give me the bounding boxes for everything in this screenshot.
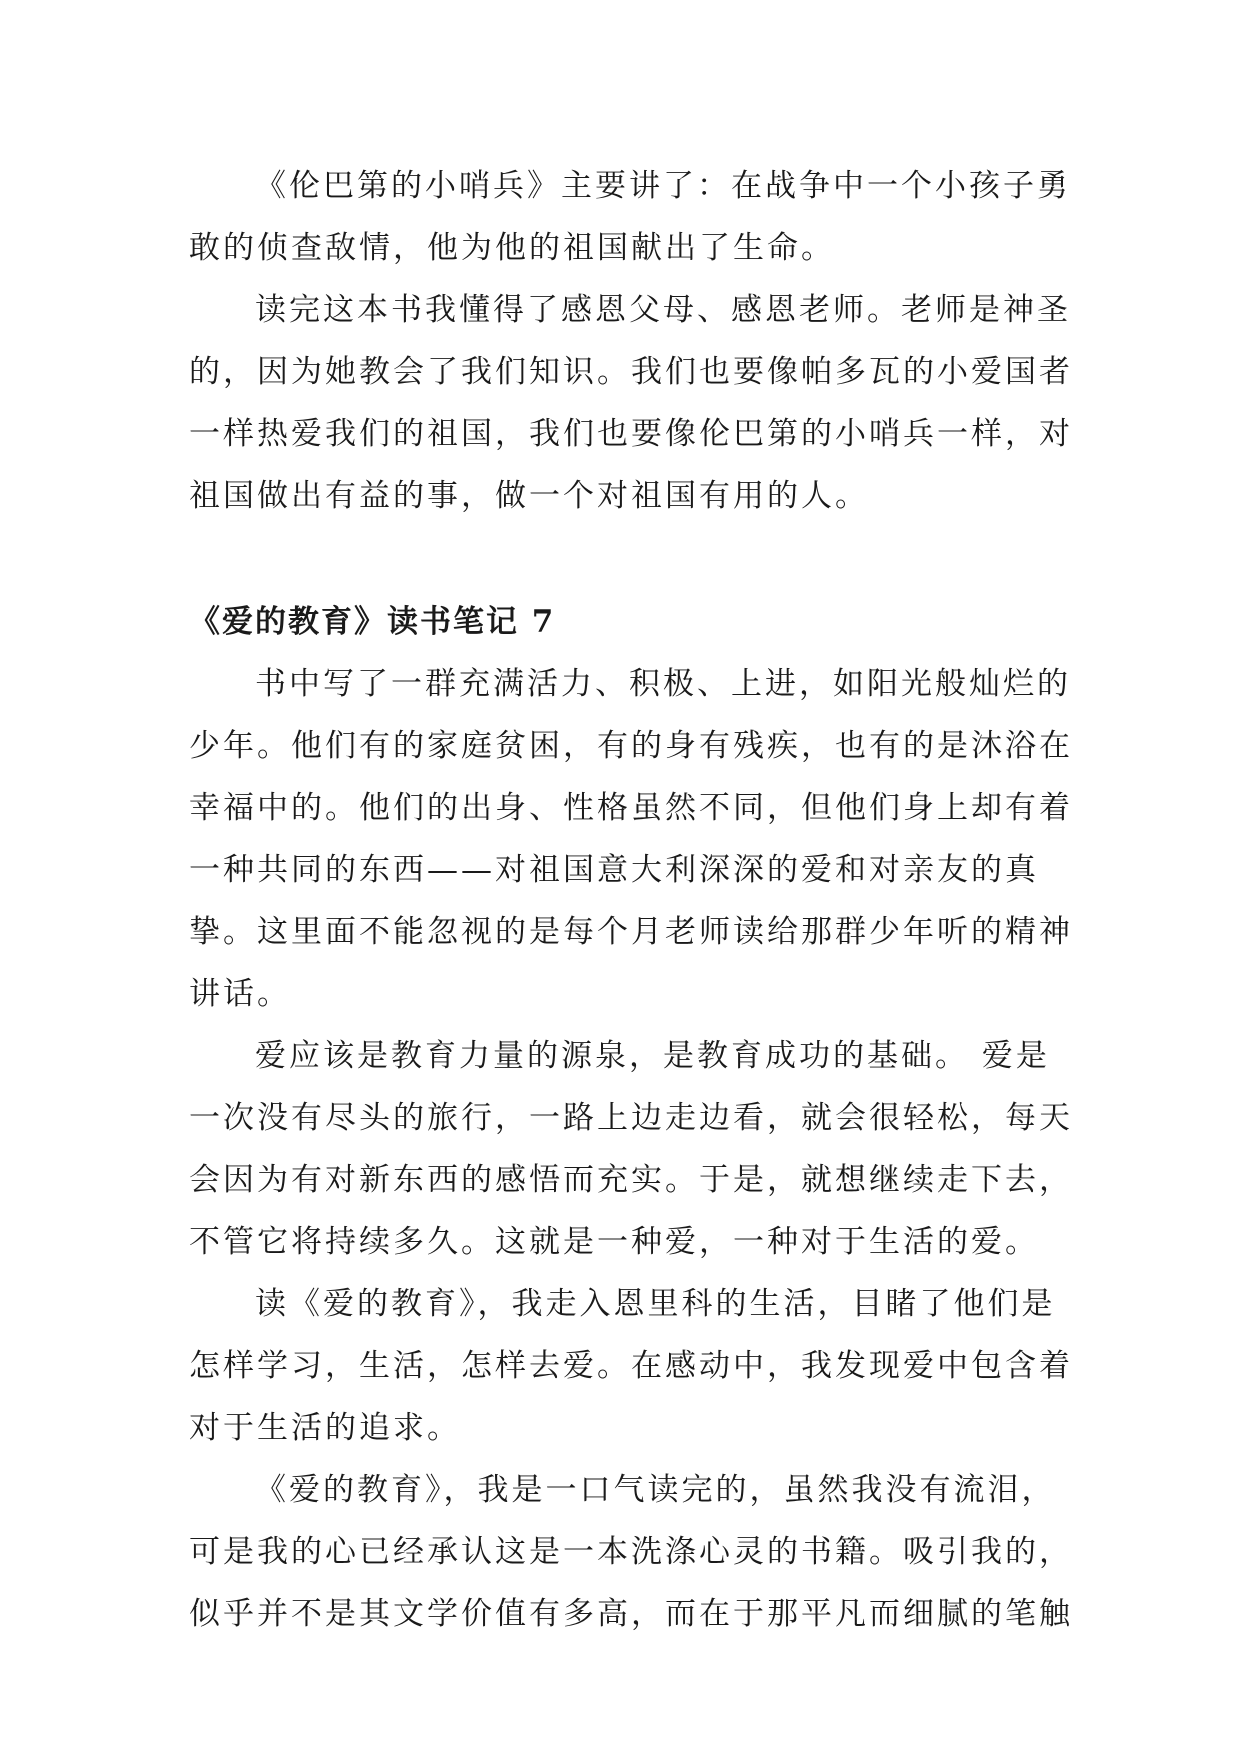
paragraph (189, 653, 1073, 1025)
text-line: 一种共同的东西——对祖国意大利深深的爱和对亲友的真 (189, 852, 1039, 888)
document-body (189, 155, 1073, 1645)
text-line: 会因为有对新东西的感悟而充实。于是，就想继续走下去， (189, 1162, 1073, 1198)
text-line: 可是我的心已经承认这是一本洗涤心灵的书籍。吸引我的， (189, 1534, 1073, 1570)
text-line: 少年。他们有的家庭贫困，有的身有残疾，也有的是沐浴在 (189, 728, 1073, 764)
text-line: 敢的侦查敌情，他为他的祖国献出了生命。 (189, 230, 835, 266)
section-heading: 《爱的教育》读书笔记 7 (189, 604, 556, 640)
text-line: 一样热爱我们的祖国，我们也要像伦巴第的小哨兵一样，对 (189, 416, 1073, 452)
text-line: 祖国做出有益的事，做一个对祖国有用的人。 (189, 478, 869, 514)
text-line: 似乎并不是其文学价值有多高，而在于那平凡而细腻的笔触 (189, 1596, 1073, 1632)
text-line: 读《爱的教育》，我走入恩里科的生活，目睹了他们是 (255, 1286, 1056, 1322)
text-line: 的，因为她教会了我们知识。我们也要像帕多瓦的小爱国者 (189, 354, 1073, 390)
paragraph (189, 1025, 1073, 1273)
paragraph (189, 1273, 1073, 1459)
section-gap (189, 527, 1059, 591)
text-line: 幸福中的。他们的出身、性格虽然不同，但他们身上却有着 (189, 790, 1073, 826)
text-line: 讲话。 (189, 976, 291, 1012)
text-line: 一次没有尽头的旅行，一路上边走边看，就会很轻松，每天 (189, 1100, 1073, 1136)
text-line: 不管它将持续多久。这就是一种爱，一种对于生活的爱。 (189, 1224, 1039, 1260)
text-line: 《爱的教育》，我是一口气读完的，虽然我没有流泪， (255, 1472, 1056, 1508)
text-line: 爱应该是教育力量的源泉，是教育成功的基础。 爱是 (255, 1038, 1050, 1074)
paragraph (189, 279, 1073, 527)
text-line: 书中写了一群充满活力、积极、上进，如阳光般灿烂的 (255, 666, 1071, 702)
text-line: 《伦巴第的小哨兵》主要讲了：在战争中一个小孩子勇 (255, 168, 1071, 204)
paragraph (189, 1459, 1073, 1645)
paragraph (189, 155, 1071, 279)
text-line: 对于生活的追求。 (189, 1410, 461, 1446)
text-line: 挚。这里面不能忽视的是每个月老师读给那群少年听的精神 (189, 914, 1073, 950)
text-line: 怎样学习，生活，怎样去爱。在感动中，我发现爱中包含着 (189, 1348, 1073, 1384)
text-line: 读完这本书我懂得了感恩父母、感恩老师。老师是神圣 (255, 292, 1071, 328)
